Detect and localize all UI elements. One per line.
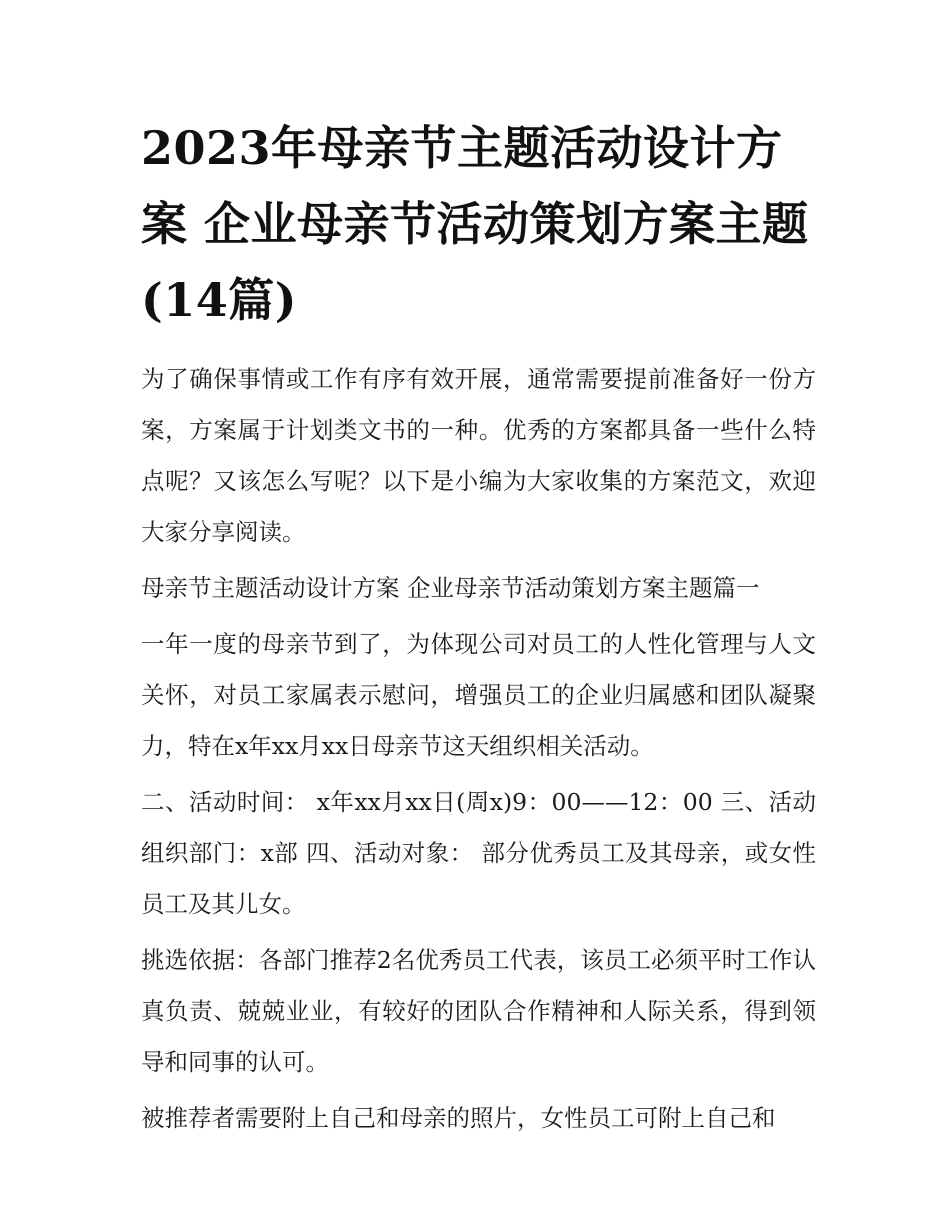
- body-paragraph: 一年一度的母亲节到了，为体现公司对员工的人性化管理与人文关怀，对员工家属表示慰问，增强员工的企业归属感和团队凝聚力，特在x年xx月xx日母亲节这天组织相关活动。: [141, 630, 816, 760]
- section-heading: 母亲节主题活动设计方案 企业母亲节活动策划方案主题篇一: [141, 574, 760, 602]
- body-paragraph: 二、活动时间： x年xx月xx日(周x)9：00——12：00 三、活动组织部门：x部 四、活动对象： 部分优秀员工及其母亲，或女性员工及其儿女。: [141, 788, 816, 918]
- document-body: [141, 110, 816, 1149]
- body-paragraph: 挑选依据：各部门推荐2名优秀员工代表，该员工必须平时工作认真负责、兢兢业业，有较好的团队合作精神和人际关系，得到领导和同事的认可。: [141, 946, 816, 1076]
- body-paragraph: 被推荐者需要附上自己和母亲的照片，女性员工可附上自己和: [141, 1104, 776, 1132]
- document-title: 2023年母亲节主题活动设计方案 企业母亲节活动策划方案主题(14篇): [141, 121, 809, 327]
- intro-paragraph: 为了确保事情或工作有序有效开展，通常需要提前准备好一份方案，方案属于计划类文书的一种。优秀的方案都具备一些什么特点呢？又该怎么写呢？以下是小编为大家收集的方案范文，欢迎大家分享阅读。: [141, 365, 816, 546]
